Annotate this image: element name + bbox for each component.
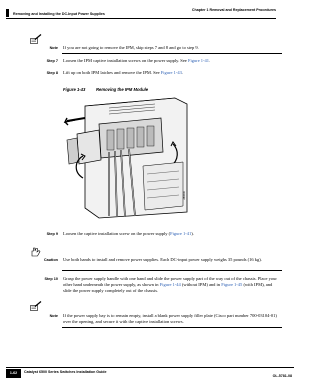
note-2-label: Note — [49, 314, 58, 318]
step-9-punct: ). — [191, 231, 194, 236]
step-8-punct: . — [181, 70, 183, 75]
step-7-body: Loosen the IPM captive installation screws on the power supply. See — [63, 58, 188, 63]
step-8-figure-link[interactable]: Figure 1-43 — [160, 70, 182, 75]
figure-id: 280600 — [183, 191, 186, 200]
step-8-body: Lift up on both IPM latches and remove the IPM. See — [63, 70, 161, 75]
step-10-text — [63, 276, 281, 293]
figure-number: Figure 1-43 — [63, 87, 86, 92]
note-rule — [62, 53, 282, 54]
step-9-figure-link[interactable]: Figure 1-41 — [170, 231, 192, 236]
step-10-figure-link-1[interactable]: Figure 1-44 — [159, 281, 181, 287]
step-10-label: Step 10 — [44, 277, 58, 281]
note-pencil-icon — [30, 34, 42, 44]
step-8-label: Step 8 — [46, 71, 58, 75]
step-8-text — [63, 70, 281, 76]
step-9-body: Loosen the captive installation screw on the power supply ( — [63, 231, 171, 236]
header-rule — [6, 18, 276, 19]
step-7-figure-link[interactable]: Figure 1-41 — [187, 58, 210, 63]
step-10-body-1: Grasp the power supply handle with one hand and slide the power supply part of the way out of the chassis. Place your other hand underneath the power supply, as shown in — [63, 276, 277, 287]
note-pencil-icon — [30, 301, 42, 311]
figure-title: Removing the IPM Module — [96, 87, 149, 92]
book-title: Catalyst 6500 Series Switches Installation Guide — [24, 370, 107, 374]
section-title: Removing and Installing the DC-Input Power Supplies — [13, 12, 105, 16]
note-2-text: If the power supply bay is to remain empty, install a blank power supply filler plate (Cisco part number 700-03104-01) over the opening, and secure it with the captive installation screws. — [63, 313, 277, 324]
footer-rule — [6, 367, 294, 368]
step-7-label: Step 7 — [46, 59, 58, 63]
step-10-figure-link-2[interactable]: Figure 1-45 — [221, 281, 243, 287]
page-number: 1-62 — [6, 369, 21, 378]
note-text: If you are not going to remove the IPM, skip steps 7 and 8 and go to step 9. — [63, 45, 199, 50]
step-10-body-2: (without IPM) and in — [180, 281, 222, 287]
chapter-title: Chapter 1 Removal and Replacement Procedures — [191, 8, 276, 12]
step-7-text — [63, 58, 281, 64]
caution-text: Use both hands to install and remove power supplies. Each DC-input power supply weighs 35 pounds (16 kg). — [63, 257, 262, 262]
ipm-removal-illustration — [63, 96, 191, 220]
step-10-body-3: (with IPM), and slide the power supply completely out of the chassis. — [63, 281, 273, 293]
caution-rule — [62, 270, 282, 271]
caution-hand-icon — [30, 247, 41, 257]
note-label: Note — [49, 46, 58, 50]
step-9-text — [63, 231, 281, 237]
header-bar — [6, 9, 9, 17]
step-9-label: Step 9 — [46, 232, 58, 236]
note-2-rule — [62, 327, 282, 328]
step-7-punct: . — [209, 58, 211, 63]
document-number: OL-5781-08 — [272, 374, 292, 378]
caution-label: Caution — [43, 258, 58, 262]
